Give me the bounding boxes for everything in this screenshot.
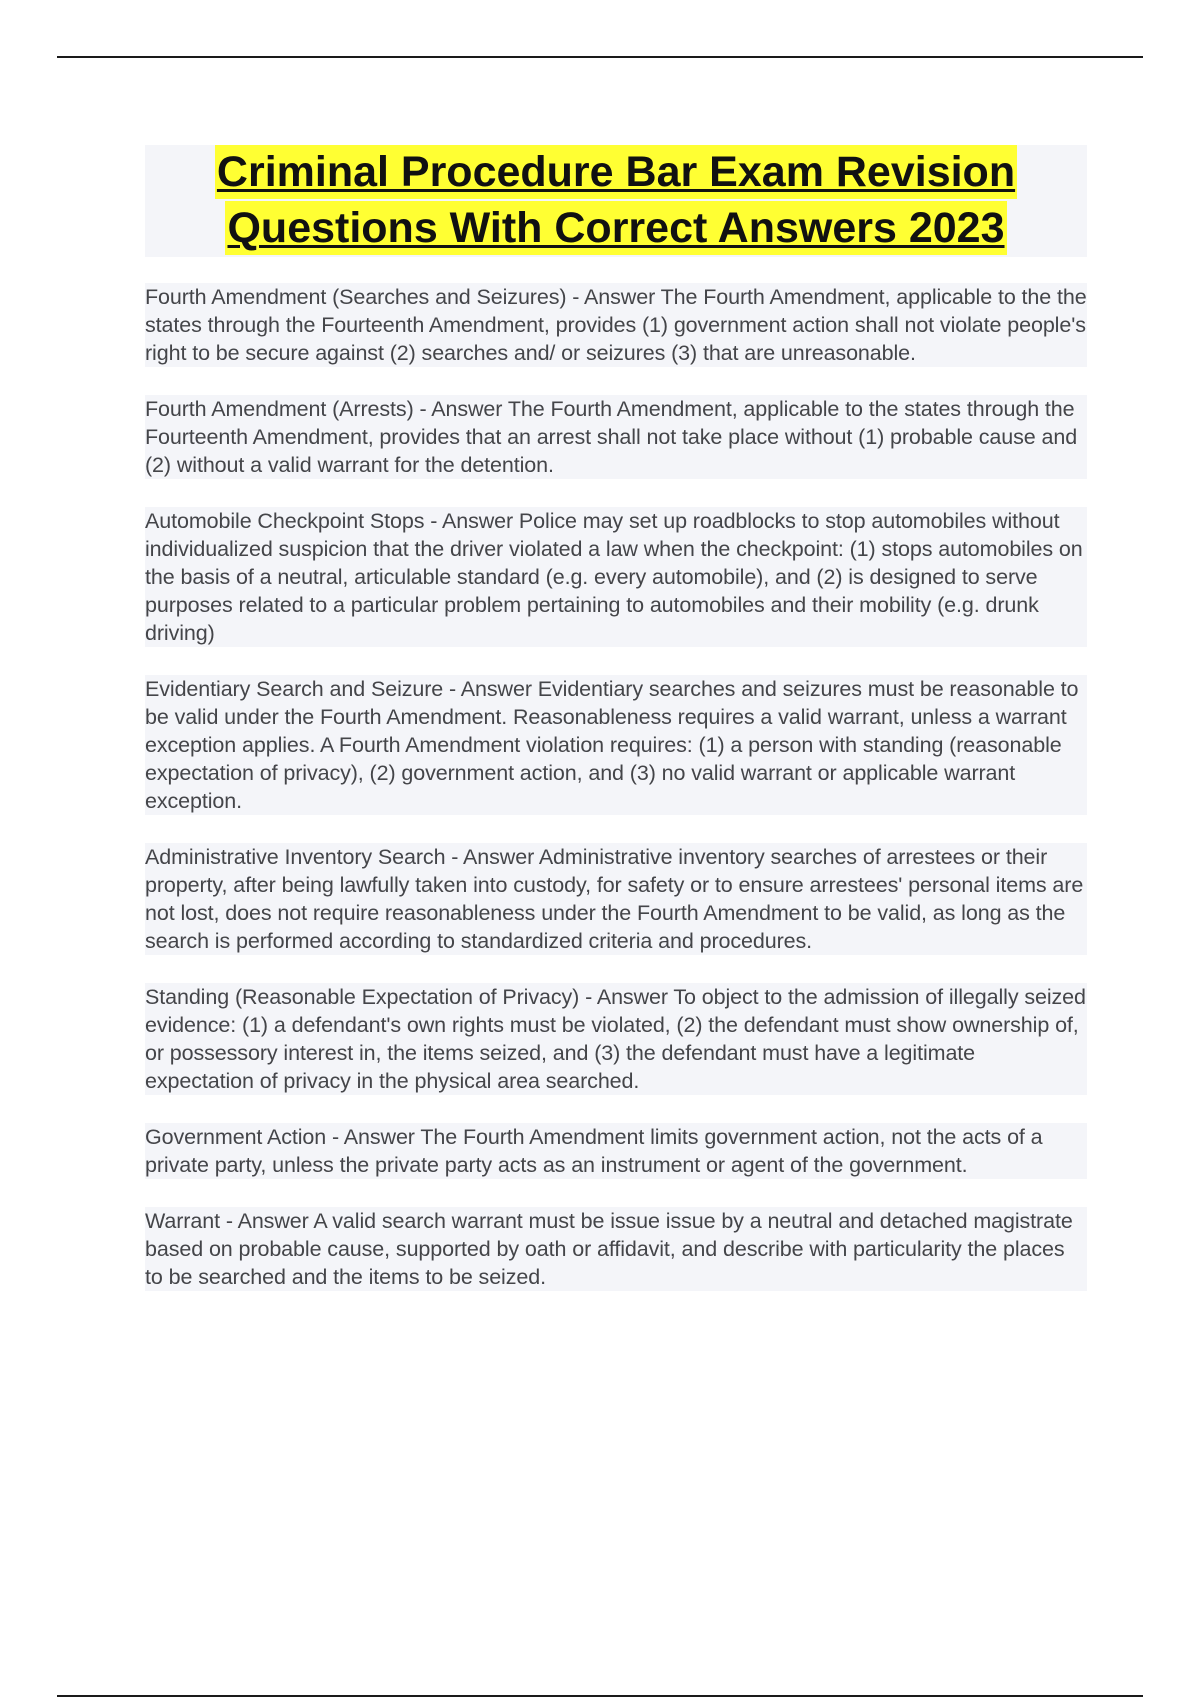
bottom-divider [57,1695,1143,1697]
qa-entry [145,1207,1087,1291]
qa-entry-text: Automobile Checkpoint Stops - Answer Police may set up roadblocks to stop automobiles without individualized suspicion that the driver violated a law when the checkpoint: (1) stops automobiles on the basis of a neutral, articulable standard (e.g. every automobile), and (2) is designed to serve purposes related to a particular problem pertaining to automobiles and their mobility (e.g. drunk driving) [145,509,1083,645]
top-divider [57,56,1143,58]
document-title [145,145,1087,257]
qa-entry [145,507,1087,647]
qa-entry-text: Fourth Amendment (Searches and Seizures) - Answer The Fourth Amendment, applicable to the the states through the Fourteenth Amendment, provides (1) government action shall not violate people's right to be secure against (2) searches and/ or seizures (3) that are unreasonable. [145,285,1087,365]
qa-entry [145,395,1087,479]
qa-list [145,283,1087,1319]
qa-entry-text: Government Action - Answer The Fourth Amendment limits government action, not the acts of a private party, unless the private party acts as an instrument or agent of the government. [145,1125,1043,1177]
qa-entry-text: Warrant - Answer A valid search warrant must be issue issue by a neutral and detached magistrate based on probable cause, supported by oath or affidavit, and describe with particularity the places to be searched and the items to be seized. [145,1209,1073,1289]
qa-entry-text: Fourth Amendment (Arrests) - Answer The Fourth Amendment, applicable to the states through the Fourteenth Amendment, provides that an arrest shall not take place without (1) probable cause and (2) without a valid warrant for the detention. [145,397,1078,477]
qa-entry [145,843,1087,955]
title-line-1: Criminal Procedure Bar Exam Revision [215,145,1017,199]
qa-entry-text: Administrative Inventory Search - Answer Administrative inventory searches of arrestees or their property, after being lawfully taken into custody, for safety or to ensure arrestees' personal items are not lost, does not require reasonableness under the Fourth Amendment to be valid, as long as the search is performed according to standardized criteria and procedures. [145,845,1084,953]
title-row-1 [145,145,1087,201]
qa-entry [145,675,1087,815]
title-row-2 [145,201,1087,257]
qa-entry [145,983,1087,1095]
title-line-2: Questions With Correct Answers 2023 [225,201,1006,255]
qa-entry-text: Evidentiary Search and Seizure - Answer Evidentiary searches and seizures must be reasonable to be valid under the Fourth Amendment. Reasonableness requires a valid warrant, unless a warrant exception applies. A Fourth Amendment violation requires: (1) a person with standing (reasonable expectation of privacy), (2) government action, and (3) no valid warrant or applicable warrant exception. [145,677,1079,813]
qa-entry-text: Standing (Reasonable Expectation of Privacy) - Answer To object to the admission of illegally seized evidence: (1) a defendant's own rights must be violated, (2) the defendant must show ownership of, or possessory interest in, the items seized, and (3) the defendant must have a legitimate expectation of privacy in the physical area searched. [145,985,1086,1093]
qa-entry [145,283,1087,367]
qa-entry [145,1123,1087,1179]
